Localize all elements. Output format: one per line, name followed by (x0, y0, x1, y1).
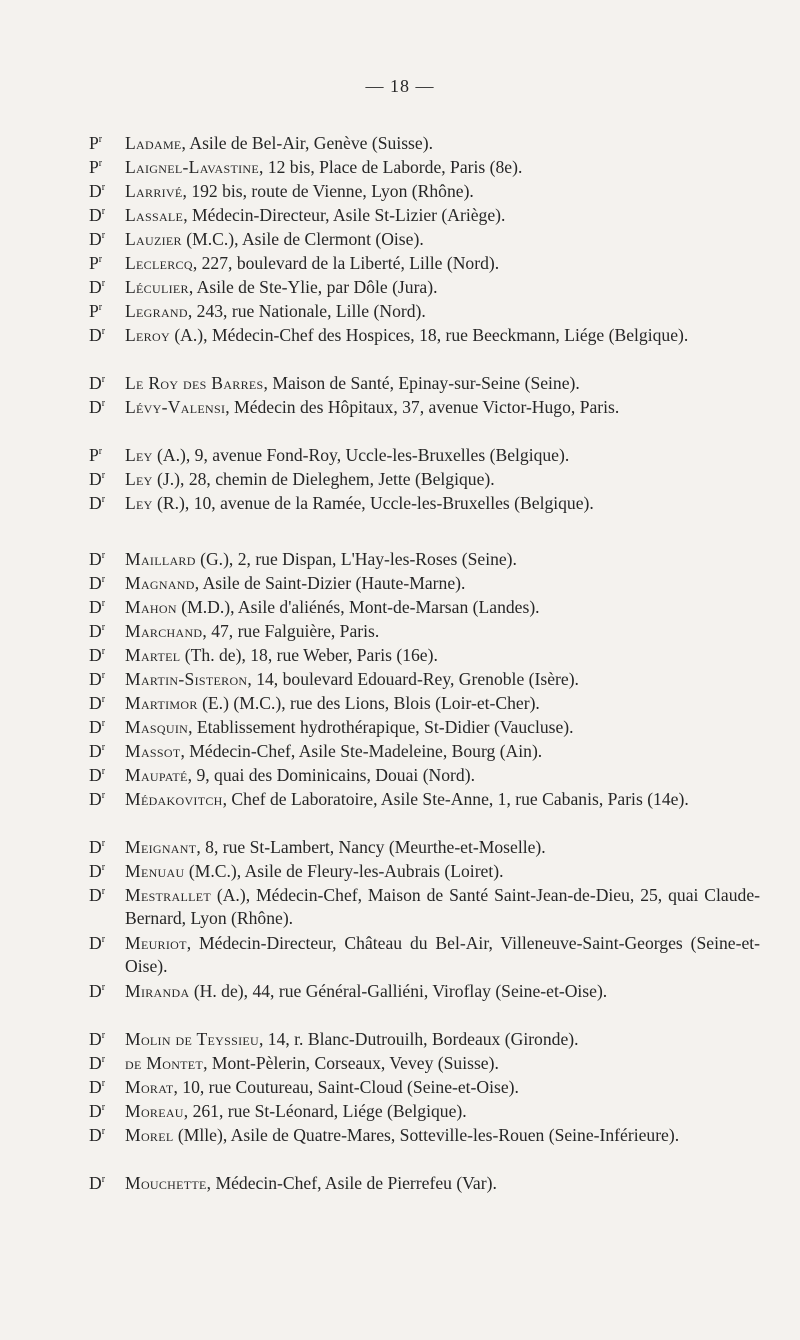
honorific: $D^r$ (89, 1125, 106, 1145)
member-details: (E.) (M.C.), rue des Lions, Blois (Loir-et-Cher). (197, 693, 540, 713)
honorific: $D^r$ (89, 1173, 106, 1193)
member-name: Masquin (125, 717, 189, 737)
member-details: , 9, quai des Dominicains, Douai (Nord). (187, 765, 475, 785)
member-details: , 243, rue Nationale, Lille (Nord). (187, 301, 426, 321)
member-details: , Asile de Saint-Dizier (Haute-Marne). (194, 573, 466, 593)
member-details: , Mont-Pèlerin, Corseaux, Vevey (Suisse). (203, 1053, 499, 1073)
member-details: , 12 bis, Place de Laborde, Paris (8e). (259, 157, 523, 177)
member-details: (A.), Médecin-Chef des Hospices, 18, rue Beeckmann, Liége (Belgique). (169, 325, 689, 345)
honorific: $P^r$ (89, 445, 103, 465)
honorific: $P^r$ (89, 253, 103, 273)
member-name: Mouchette (125, 1173, 207, 1193)
member-name: Marchand (125, 621, 203, 641)
member-details: (R.), 10, avenue de la Ramée, Uccle-les-Bruxelles (Belgique). (152, 493, 594, 513)
honorific: $D^r$ (89, 205, 106, 225)
list-item (89, 976, 760, 1003)
honorific: $P^r$ (89, 301, 103, 321)
member-name: Leclercq (125, 253, 193, 273)
honorific: $D^r$ (89, 573, 106, 593)
member-details: (A.), Médecin-Chef, Maison de Santé Saint-Jean-de-Dieu, 25, quai Claude-Bernard, Lyon (Rhône). (125, 885, 760, 929)
member-details: , Asile de Ste-Ylie, par Dôle (Jura). (188, 277, 438, 297)
honorific: $D^r$ (89, 1077, 106, 1097)
member-name: Morat (125, 1077, 174, 1097)
honorific: $D^r$ (89, 181, 106, 201)
member-details: (Mlle), Asile de Quatre-Mares, Sotteville-les-Rouen (Seine-Inférieure). (173, 1125, 680, 1145)
member-name: Ley (125, 445, 153, 465)
member-details: , Médecin-Directeur, Château du Bel-Air, Villeneuve-Saint-Georges (Seine-et-Oise). (125, 933, 760, 977)
member-name: Menuau (125, 861, 185, 881)
member-details: (M.D.), Asile d'aliénés, Mont-de-Marsan (Landes). (176, 597, 540, 617)
member-name: Ley (125, 469, 153, 489)
member-details: (H. de), 44, rue Général-Galliéni, Viroflay (Seine-et-Oise). (189, 981, 608, 1001)
honorific: $D^r$ (89, 621, 106, 641)
member-details: , 14, boulevard Edouard-Rey, Grenoble (Isère). (247, 669, 579, 689)
member-details: , 261, rue St-Léonard, Liége (Belgique). (183, 1101, 467, 1121)
honorific: $D^r$ (89, 1101, 106, 1121)
member-details: , Médecin-Directeur, Asile St-Lizier (Ariège). (183, 205, 506, 225)
honorific: $D^r$ (89, 981, 106, 1001)
member-details: (M.C.), Asile de Fleury-les-Aubrais (Loiret). (184, 861, 504, 881)
member-details: , 227, boulevard de la Liberté, Lille (Nord). (192, 253, 500, 273)
member-details: , 14, r. Blanc-Dutrouilh, Bordeaux (Gironde). (258, 1029, 579, 1049)
list-item (89, 320, 760, 347)
member-name: Martin-Sisteron (125, 669, 248, 689)
member-details: (Th. de), 18, rue Weber, Paris (16e). (180, 645, 438, 665)
member-details: , Maison de Santé, Epinay-sur-Seine (Seine). (263, 373, 580, 393)
member-details: , 10, rue Coutureau, Saint-Cloud (Seine-et-Oise). (173, 1077, 519, 1097)
honorific: $D^r$ (89, 933, 106, 953)
honorific: $D^r$ (89, 765, 106, 785)
member-name: Ley (125, 493, 153, 513)
honorific: $D^r$ (89, 837, 106, 857)
member-name: Mestrallet (125, 885, 211, 905)
list-item (89, 784, 760, 811)
honorific: $D^r$ (89, 741, 106, 761)
member-details: , Médecin-Chef, Asile de Pierrefeu (Var). (206, 1173, 497, 1193)
member-name: Léculier (125, 277, 189, 297)
honorific: $D^r$ (89, 373, 106, 393)
member-name: Ladame (125, 133, 182, 153)
honorific: $P^r$ (89, 133, 103, 153)
honorific: $D^r$ (89, 229, 106, 249)
honorific: $D^r$ (89, 277, 106, 297)
member-name: Legrand (125, 301, 188, 321)
honorific: $D^r$ (89, 669, 106, 689)
member-name: Larrivé (125, 181, 183, 201)
member-details: , Asile de Bel-Air, Genève (Suisse). (181, 133, 433, 153)
member-name: Magnand (125, 573, 195, 593)
list-item (89, 392, 760, 419)
honorific: $D^r$ (89, 717, 106, 737)
member-name: Lassale (125, 205, 184, 225)
honorific: $D^r$ (89, 597, 106, 617)
list-item (89, 488, 760, 515)
member-name: Meignant (125, 837, 197, 857)
list-item (89, 1168, 760, 1195)
honorific: $D^r$ (89, 885, 106, 905)
member-name: Maupaté (125, 765, 188, 785)
member-name: Molin de Teyssieu (125, 1029, 259, 1049)
member-name: Laignel-Lavastine (125, 157, 260, 177)
honorific: $D^r$ (89, 469, 106, 489)
member-details: , Médecin des Hôpitaux, 37, avenue Victor-Hugo, Paris. (225, 397, 620, 417)
member-details: (J.), 28, chemin de Dieleghem, Jette (Belgique). (152, 469, 495, 489)
member-name: Le Roy des Barres (125, 373, 264, 393)
page-number: — 18 — (365, 76, 435, 96)
honorific: $D^r$ (89, 861, 106, 881)
list-item (89, 880, 760, 931)
honorific: $D^r$ (89, 789, 106, 809)
member-name: Martimor (125, 693, 198, 713)
member-details: (M.C.), Asile de Clermont (Oise). (181, 229, 424, 249)
member-details: , 192 bis, route de Vienne, Lyon (Rhône). (182, 181, 474, 201)
member-details: , Médecin-Chef, Asile Ste-Madeleine, Bourg (Ain). (180, 741, 543, 761)
member-details: (G.), 2, rue Dispan, L'Hay-les-Roses (Seine). (195, 549, 517, 569)
honorific: $D^r$ (89, 397, 106, 417)
honorific: $D^r$ (89, 1053, 106, 1073)
member-name: Miranda (125, 981, 190, 1001)
member-name: Meuriot (125, 933, 187, 953)
member-details: , 47, rue Falguière, Paris. (202, 621, 380, 641)
member-name: Massot (125, 741, 181, 761)
member-name: Lévy-Valensi (125, 397, 226, 417)
list-item (89, 928, 760, 979)
honorific: $D^r$ (89, 693, 106, 713)
honorific: $P^r$ (89, 157, 103, 177)
member-details: , Chef de Laboratoire, Asile Ste-Anne, 1, rue Cabanis, Paris (14e). (222, 789, 689, 809)
honorific: $D^r$ (89, 645, 106, 665)
member-name: de Montet (125, 1053, 204, 1073)
member-name: Mahon (125, 597, 177, 617)
member-name: Martel (125, 645, 181, 665)
honorific: $D^r$ (89, 493, 106, 513)
member-name: Lauzier (125, 229, 182, 249)
honorific: $D^r$ (89, 1029, 106, 1049)
member-name: Médakovitch (125, 789, 223, 809)
member-name: Leroy (125, 325, 170, 345)
member-name: Moreau (125, 1101, 184, 1121)
member-name: Morel (125, 1125, 174, 1145)
member-details: (A.), 9, avenue Fond-Roy, Uccle-les-Bruxelles (Belgique). (152, 445, 570, 465)
honorific: $D^r$ (89, 549, 106, 569)
member-details: , 8, rue St-Lambert, Nancy (Meurthe-et-Moselle). (196, 837, 546, 857)
honorific: $D^r$ (89, 325, 106, 345)
member-details: , Etablissement hydrothérapique, St-Didier (Vaucluse). (188, 717, 574, 737)
member-name: Maillard (125, 549, 196, 569)
list-item (89, 1120, 760, 1147)
